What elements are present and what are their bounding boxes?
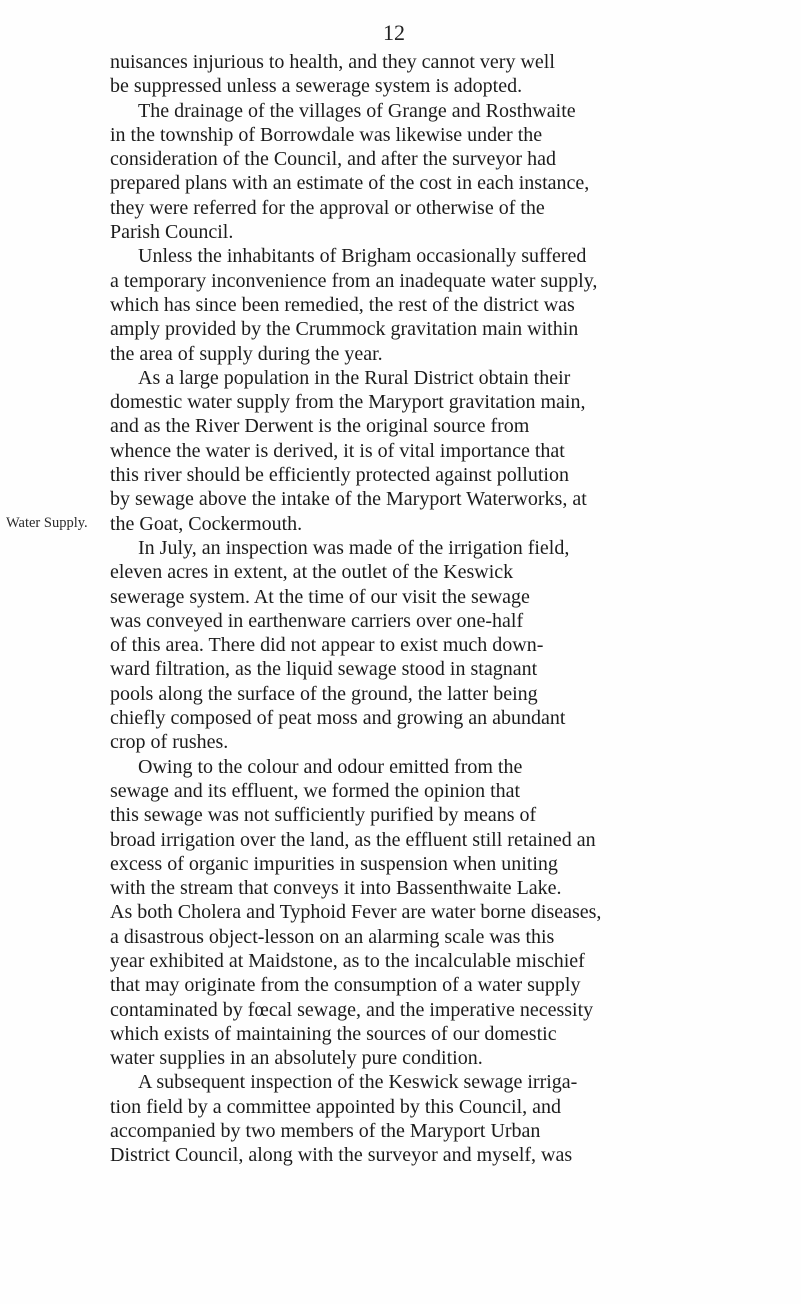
text-line: a disastrous object-lesson on an alarming scale was this <box>110 925 555 948</box>
text-line: water supplies in an absolutely pure condition. <box>110 1047 483 1070</box>
text-line: prepared plans with an estimate of the cost in each instance, <box>110 172 590 195</box>
text-line: District Council, along with the surveyor and myself, was <box>110 1144 573 1167</box>
page-number: 12 <box>383 20 405 45</box>
text-line: nuisances injurious to health, and they cannot very well <box>110 51 555 73</box>
text-line: broad irrigation over the land, as the effluent still retained an <box>110 828 596 851</box>
text-line: and as the River Derwent is the original source from <box>110 415 530 438</box>
text-line: excess of organic impurities in suspension when uniting <box>110 852 558 875</box>
text-line: domestic water supply from the Maryport gravitation main, <box>110 391 586 414</box>
text-line: In July, an inspection was made of the irrigation field, <box>138 536 570 559</box>
text-line: with the stream that conveys it into Bassenthwaite Lake. <box>110 877 562 900</box>
text-line: which has since been remedied, the rest of the district was <box>110 293 575 316</box>
text-line: was conveyed in earthenware carriers over one-half <box>110 609 524 632</box>
text-line: As both Cholera and Typhoid Fever are water borne diseases, <box>110 901 602 924</box>
text-line: eleven acres in extent, at the outlet of the Keswick <box>110 561 514 584</box>
text-line: of this area. There did not appear to exist much down- <box>110 634 544 657</box>
text-line: Unless the inhabitants of Brigham occasionally suffered <box>138 245 587 268</box>
text-line: tion field by a committee appointed by this Council, and <box>110 1095 562 1118</box>
text-line: Parish Council. <box>110 221 234 244</box>
text-line: crop of rushes. <box>110 731 229 754</box>
text-line: this sewage was not sufficiently purified by means of <box>110 804 537 827</box>
text-line: in the township of Borrowdale was likewise under the <box>110 123 543 146</box>
text-line: this river should be efficiently protected against pollution <box>110 464 569 487</box>
text-line: ward filtration, as the liquid sewage stood in stagnant <box>110 658 538 681</box>
text-line: whence the water is derived, it is of vital importance that <box>110 439 565 462</box>
margin-note-water-supply: Water Supply. <box>6 515 88 531</box>
text-line: amply provided by the Crummock gravitation main within <box>110 318 579 341</box>
text-line: As a large population in the Rural District obtain their <box>138 366 571 389</box>
text-line: sewage and its effluent, we formed the opinion that <box>110 779 521 802</box>
text-line: be suppressed unless a sewerage system is adopted. <box>110 75 523 98</box>
text-line: contaminated by fœcal sewage, and the imperative necessity <box>110 998 594 1021</box>
text-line: year exhibited at Maidstone, as to the incalculable mischief <box>110 949 585 972</box>
body-text <box>110 50 775 1168</box>
text-line: they were referred for the approval or otherwise of the <box>110 196 545 219</box>
text-line: consideration of the Council, and after the surveyor had <box>110 148 556 171</box>
text-line: the area of supply during the year. <box>110 342 383 365</box>
text-line: chiefly composed of peat moss and growing an abundant <box>110 707 566 730</box>
text-line: Owing to the colour and odour emitted from the <box>138 755 523 778</box>
text-line: which exists of maintaining the sources of our domestic <box>110 1022 557 1045</box>
text-line: The drainage of the villages of Grange and Rosthwaite <box>138 99 576 122</box>
text-line: that may originate from the consumption of a water supply <box>110 974 581 997</box>
text-line: sewerage system. At the time of our visit the sewage <box>110 585 530 608</box>
text-line: A subsequent inspection of the Keswick sewage irriga- <box>138 1071 578 1094</box>
text-line: pools along the surface of the ground, the latter being <box>110 682 538 705</box>
text-line: accompanied by two members of the Maryport Urban <box>110 1120 541 1143</box>
text-line: the Goat, Cockermouth. <box>110 512 303 535</box>
text-line: by sewage above the intake of the Maryport Waterworks, at <box>110 488 587 511</box>
text-line: a temporary inconvenience from an inadequate water supply, <box>110 269 598 292</box>
